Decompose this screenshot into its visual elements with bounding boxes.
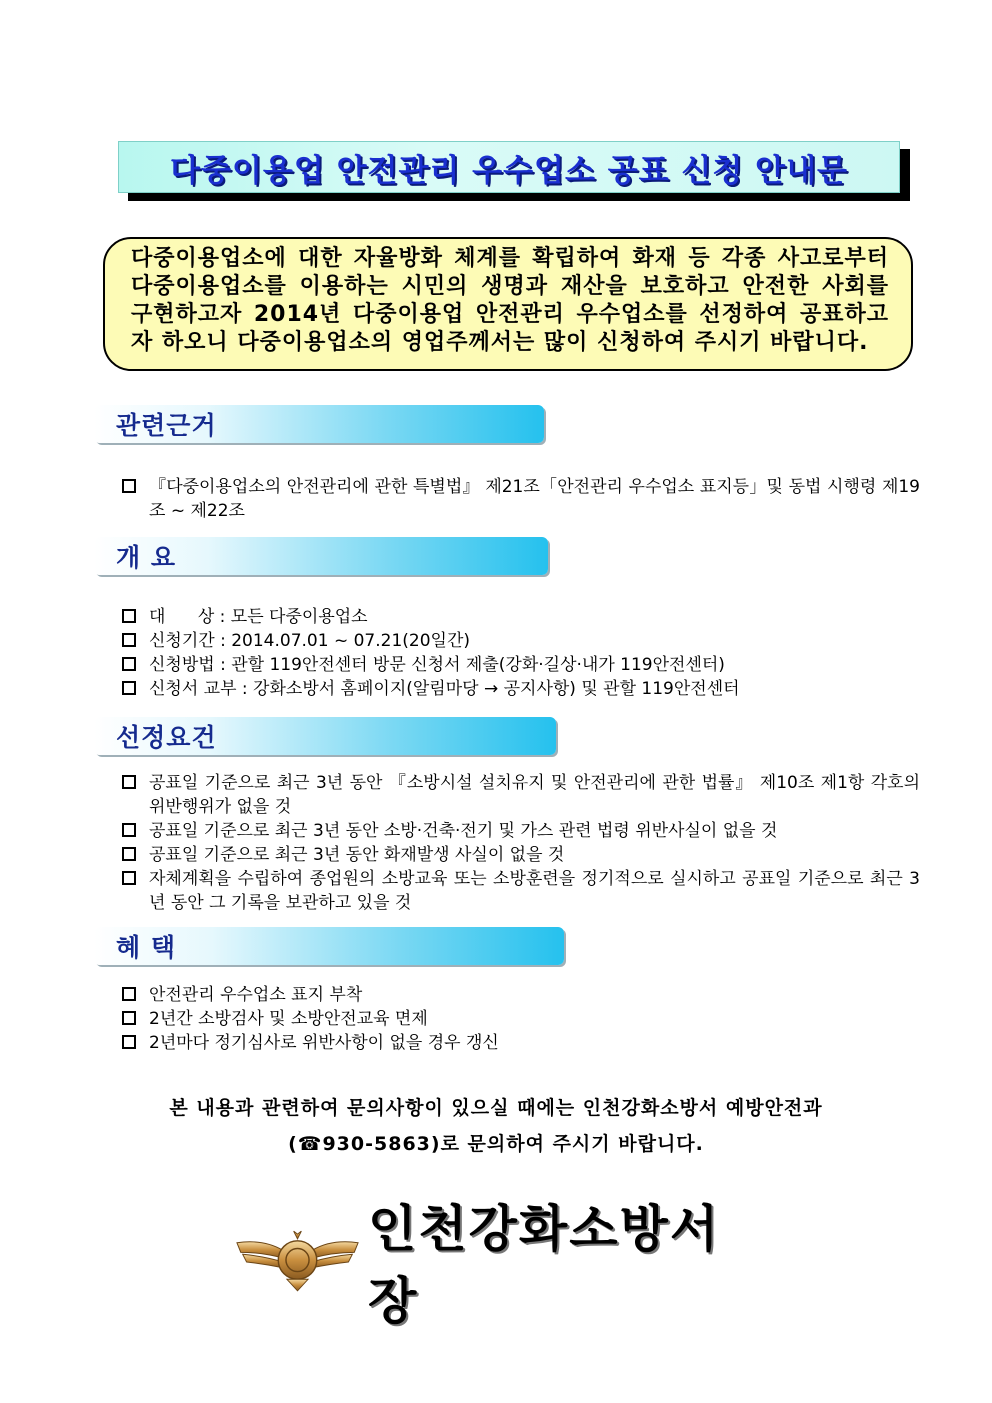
checkbox-square-icon [122,847,136,861]
contact-line-2: (☎930-5863)로 문의하여 주시기 바랍니다. [288,1133,704,1155]
section-heading-benefits-label: 혜 택 [116,933,177,962]
checkbox-square-icon [122,479,136,493]
list-item: 자체계획을 수립하여 종업원의 소방교육 또는 소방훈련을 정기적으로 실시하고 공표일 기준으로 최근 3년 동안 그 기록을 보관하고 있을 것 [120,867,920,915]
checkbox-square-icon [122,657,136,671]
list-item: 안전관리 우수업소 표지 부착 [120,983,910,1007]
section-heading-requirements-label: 선정요건 [116,723,217,752]
intro-box [103,237,913,371]
footer-name: 인천강화소방서장 [368,1200,721,1330]
checkbox-square-icon [122,1035,136,1049]
requirements-list [120,771,920,915]
overview-list [120,605,910,701]
basis-list [120,475,920,523]
checkbox-square-icon [122,775,136,789]
section-heading-basis [94,405,544,443]
section-heading-basis-label: 관련근거 [116,411,217,440]
list-item: 2년마다 정기심사로 위반사항이 없을 경우 갱신 [120,1031,910,1055]
document-title: 다중이용업 안전관리 우수업소 공표 신청 안내문 [170,152,848,189]
list-item: 대 상 : 모든 다중이용업소 [120,605,910,629]
checkbox-square-icon [122,823,136,837]
section-heading-requirements [94,717,556,755]
footer-signature [235,1200,755,1330]
section-heading-benefits [94,927,564,965]
list-item: 2년간 소방검사 및 소방안전교육 면제 [120,1007,910,1031]
list-item: 공표일 기준으로 최근 3년 동안 『소방시설 설치유지 및 안전관리에 관한 법률』 제10조 제1항 각호의 위반행위가 없을 것 [120,771,920,819]
list-item: 신청기간 : 2014.07.01 ~ 07.21(20일간) [120,629,910,653]
section-heading-overview [94,537,548,575]
intro-text: 다중이용업소에 대한 자율방화 체계를 확립하여 화재 등 각종 사고로부터 다중이용업소를 이용하는 시민의 생명과 재산을 보호하고 안전한 사회를 구현하고자 2014년 다중이용업 안전관리 우수업소를 선정하여 공표하고자 하오니 다중이용업소의 영업주께서는 많이 신청하여 주시기 바랍니다. [131,246,889,355]
checkbox-square-icon [122,681,136,695]
checkbox-square-icon [122,633,136,647]
checkbox-square-icon [122,1011,136,1025]
list-item: 신청방법 : 관할 119안전센터 방문 신청서 제출(강화·길상·내가 119안전센터) [120,653,910,677]
checkbox-square-icon [122,609,136,623]
document-title-banner [118,141,900,193]
checkbox-square-icon [122,987,136,1001]
list-item: 공표일 기준으로 최근 3년 동안 소방·건축·전기 및 가스 관련 법령 위반사실이 없을 것 [120,819,920,843]
list-item: 『다중이용업소의 안전관리에 관한 특별법』 제21조「안전관리 우수업소 표지등」및 동법 시행령 제19조 ~ 제22조 [120,475,920,523]
list-item: 신청서 교부 : 강화소방서 홈페이지(알림마당 → 공지사항) 및 관할 119안전센터 [120,677,910,701]
checkbox-square-icon [122,871,136,885]
list-item: 공표일 기준으로 최근 3년 동안 화재발생 사실이 없을 것 [120,843,920,867]
section-heading-overview-label: 개 요 [116,543,177,572]
fire-department-emblem-icon [235,1228,360,1294]
benefits-list [120,983,910,1055]
contact-line-1: 본 내용과 관련하여 문의사항이 있으실 때에는 인천강화소방서 예방안전과 [169,1097,823,1119]
